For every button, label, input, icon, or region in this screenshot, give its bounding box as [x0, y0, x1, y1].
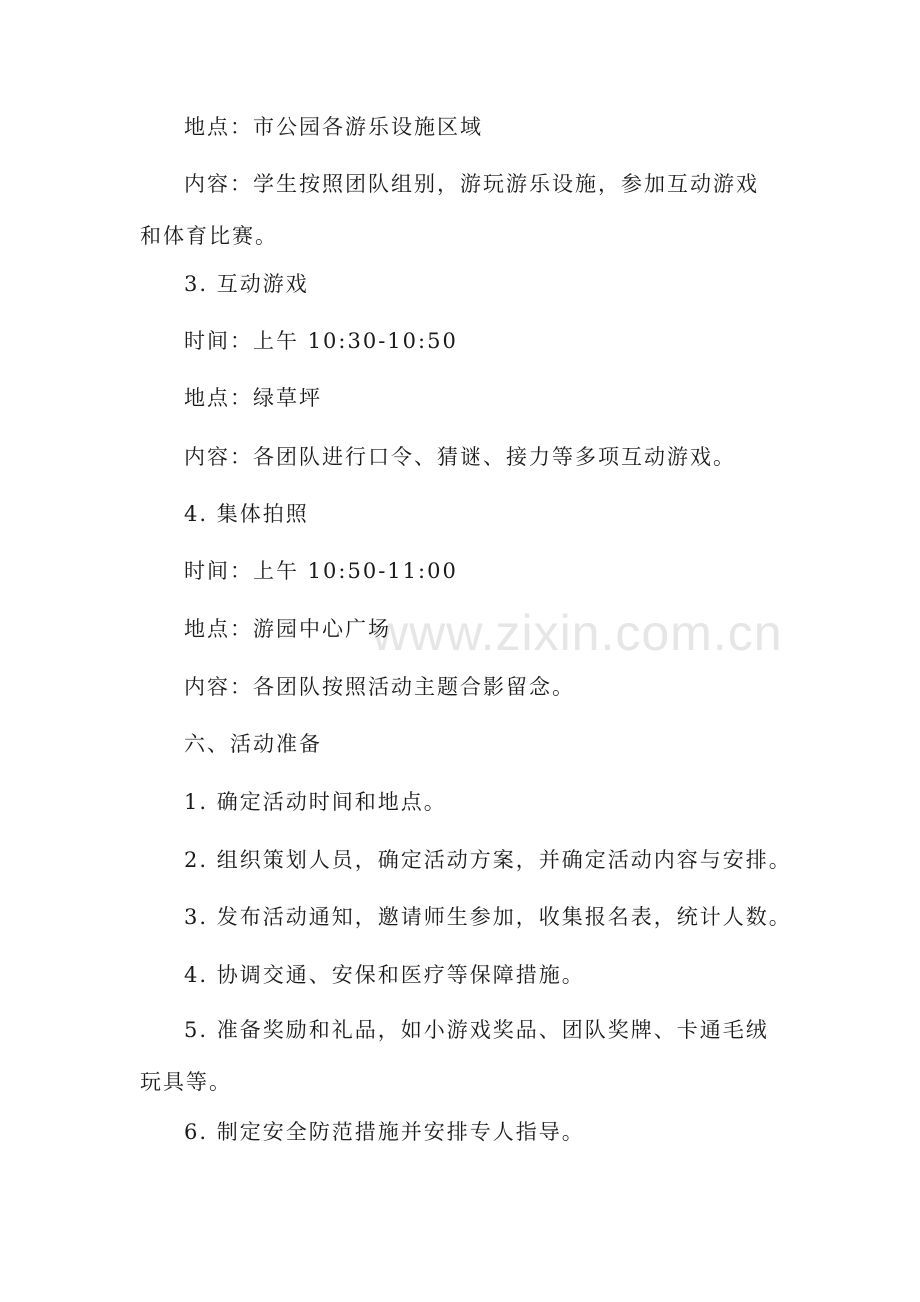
section-3-heading: 3. 互动游戏: [184, 272, 309, 296]
section-heading-preparation: 六、活动准备: [184, 732, 322, 756]
time-line-3: 时间：上午 10:30-10:50: [184, 329, 458, 353]
time-line-4: 时间：上午 10:50-11:00: [184, 559, 458, 583]
prep-item-3: 3. 发布活动通知，邀请师生参加，收集报名表，统计人数。: [184, 905, 792, 929]
content-line-1: 内容：学生按照团队组别，游玩游乐设施，参加互动游戏和体育比赛。: [140, 172, 759, 248]
content-line-3: 内容：各团队进行口令、猜谜、接力等多项互动游戏。: [184, 445, 736, 469]
section-4-heading: 4. 集体拍照: [184, 502, 309, 526]
location-line-4: 地点：游园中心广场: [184, 617, 391, 641]
prep-item-2: 2. 组织策划人员，确定活动方案，并确定活动内容与安排。: [184, 848, 792, 872]
prep-item-1: 1. 确定活动时间和地点。: [184, 790, 447, 814]
prep-item-5: 5. 准备奖励和礼品，如小游戏奖品、团队奖牌、卡通毛绒玩具等。: [140, 1018, 769, 1094]
prep-item-6: 6. 制定安全防范措施并安排专人指导。: [184, 1120, 585, 1144]
location-line-1: 地点：市公园各游乐设施区域: [184, 115, 483, 139]
location-line-3: 地点：绿草坪: [184, 386, 322, 410]
watermark: www.zixin.com.cn: [372, 605, 783, 661]
prep-item-4: 4. 协调交通、安保和医疗等保障措施。: [184, 963, 585, 987]
content-line-4: 内容：各团队按照活动主题合影留念。: [184, 675, 575, 699]
